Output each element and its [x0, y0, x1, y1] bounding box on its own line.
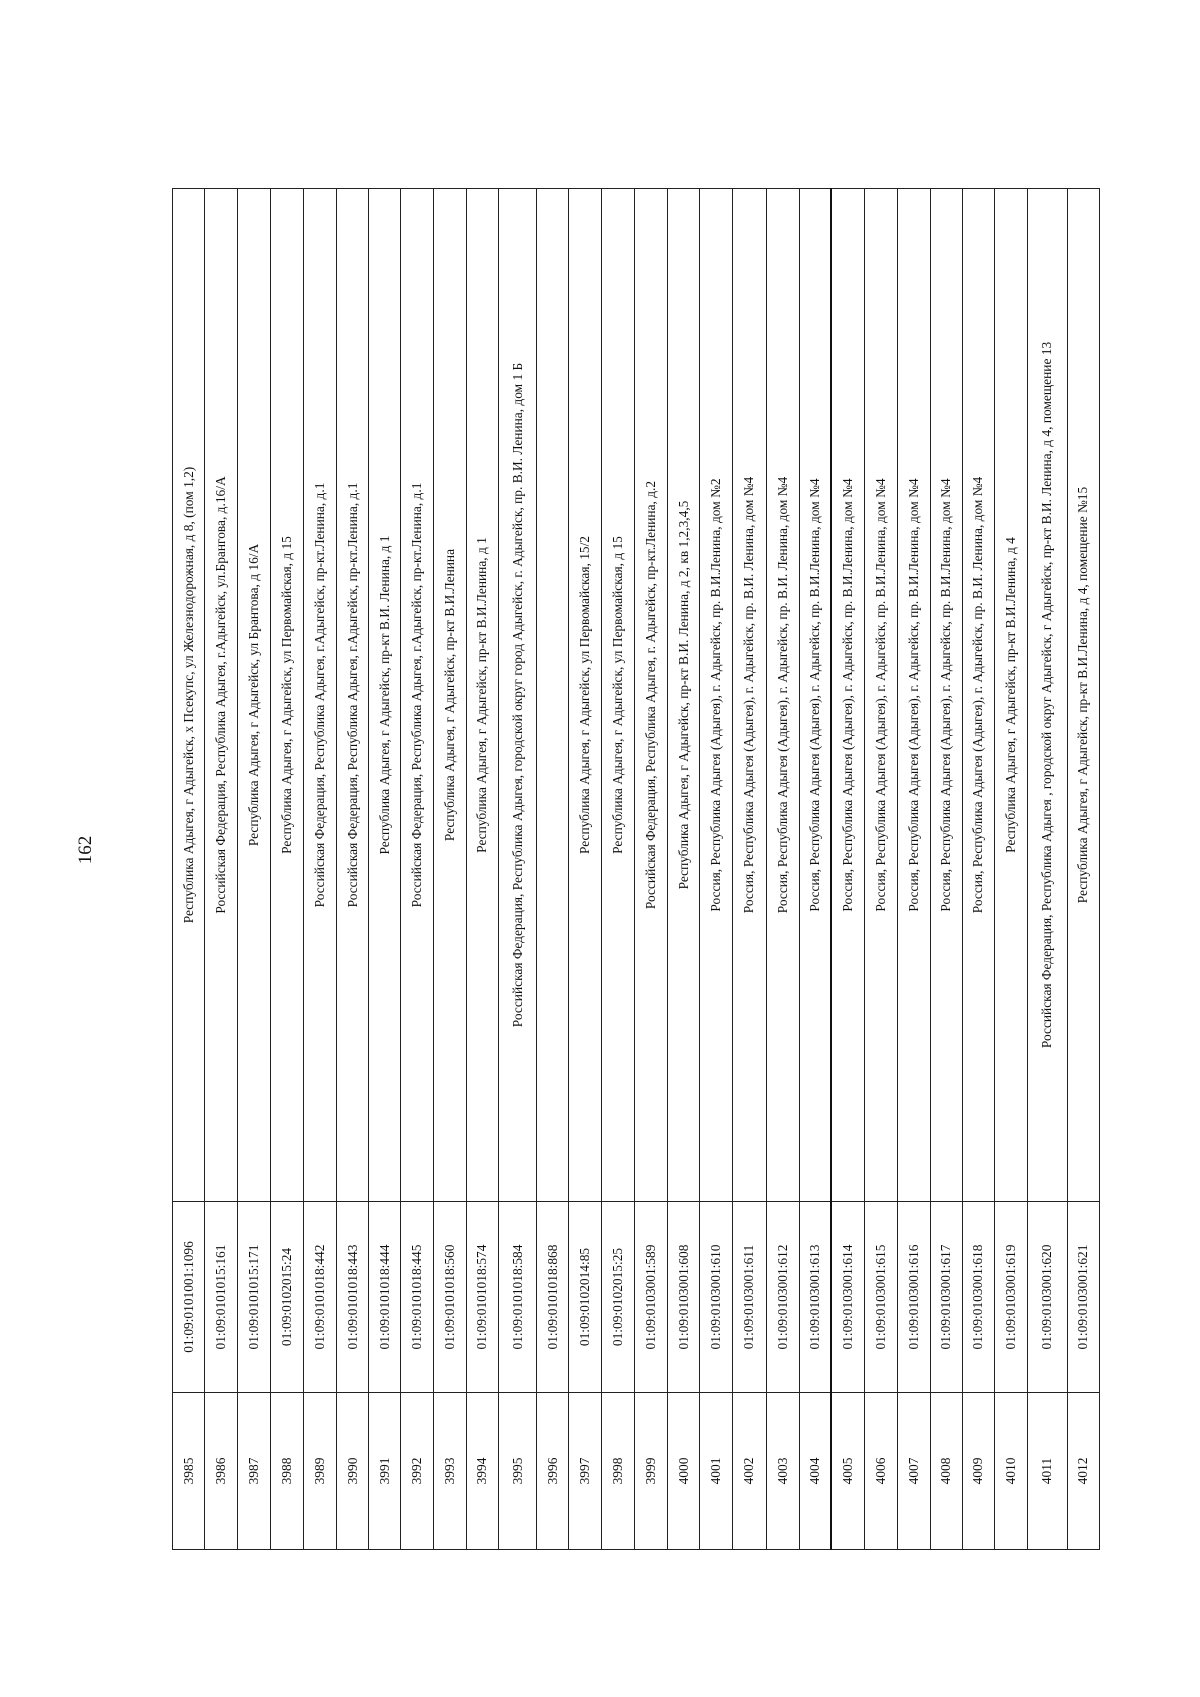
table-row	[537, 189, 569, 1550]
address-cell: Республика Адыгея, г Адыгейск, пр-кт В.И.Ленина	[434, 189, 466, 1202]
address-cell: Республика Адыгея, г Адыгейск, пр-кт В.И. Ленина, д 1	[369, 189, 401, 1202]
row-number-cell: 4008	[930, 1393, 962, 1550]
row-number-cell: 3995	[498, 1393, 537, 1550]
row-number-cell: 3990	[336, 1393, 368, 1550]
table-row	[466, 189, 498, 1550]
cadastral-number-cell: 01:09:0102014:85	[569, 1202, 601, 1393]
address-cell: Россия, Республика Адыгея (Адыгея), г. Адыгейск, пр. В.И. Ленина, дом №4	[733, 189, 766, 1202]
address-cell: Российская Федерация, Республика Адыгея, г.Адыгейск, ул.Брангова, д.16/А	[205, 189, 238, 1202]
registry-table-rotated	[172, 188, 1100, 1550]
table-row	[733, 189, 766, 1550]
cadastral-number-cell: 01:09:0103001:615	[865, 1202, 898, 1393]
table-row	[238, 189, 270, 1550]
address-cell: Республика Адыгея, г Адыгейск, пр-кт В.И. Ленина, д 2, кв 1,2,3,4,5	[668, 189, 700, 1202]
address-cell: Россия, Республика Адыгея (Адыгея), г. Адыгейск, пр. В.И.Ленина, дом №2	[700, 189, 733, 1202]
address-cell: Республика Адыгея, г Адыгейск, ул Брантова, д 16/А	[238, 189, 270, 1202]
table-row	[831, 189, 864, 1550]
cadastral-number-cell: 01:09:0103001:617	[930, 1202, 962, 1393]
row-number-cell: 4002	[733, 1393, 766, 1550]
cadastral-number-cell: 01:09:0103001:621	[1067, 1202, 1099, 1393]
table-row	[270, 189, 303, 1550]
row-number-cell: 3992	[401, 1393, 434, 1550]
cadastral-number-cell: 01:09:0101018:560	[434, 1202, 466, 1393]
row-number-cell: 3988	[270, 1393, 303, 1550]
row-number-cell: 4011	[1028, 1393, 1068, 1550]
table-row	[1028, 189, 1068, 1550]
row-number-cell: 4005	[831, 1393, 864, 1550]
cadastral-number-cell: 01:09:0101018:868	[537, 1202, 569, 1393]
address-cell: Республика Адыгея, г Адыгейск, х Псекупс, ул Железнодорожная, д 8, (пом 1,2)	[173, 189, 205, 1202]
table-row	[962, 189, 994, 1550]
table-row	[336, 189, 368, 1550]
table-row	[766, 189, 799, 1550]
cadastral-number-cell: 01:09:0103001:610	[700, 1202, 733, 1393]
row-number-cell: 4009	[962, 1393, 994, 1550]
row-number-cell: 4012	[1067, 1393, 1099, 1550]
cadastral-number-cell: 01:09:0103001:616	[898, 1202, 930, 1393]
row-number-cell: 3985	[173, 1393, 205, 1550]
cadastral-number-cell: 01:09:0103001:619	[994, 1202, 1027, 1393]
address-cell: Россия, Республика Адыгея (Адыгея), г. Адыгейск, пр. В.И.Ленина, дом №4	[799, 189, 831, 1202]
cadastral-number-cell: 01:09:0102015:25	[601, 1202, 634, 1393]
row-number-cell: 4001	[700, 1393, 733, 1550]
row-number-cell: 4006	[865, 1393, 898, 1550]
row-number-cell: 3993	[434, 1393, 466, 1550]
address-cell: Республика Адыгея, г Адыгейск, ул Первомайская, 15/2	[569, 189, 601, 1202]
cadastral-number-cell: 01:09:0103001:614	[831, 1202, 864, 1393]
address-cell: Россия, Республика Адыгея (Адыгея), г. Адыгейск, пр. В.И.Ленина, дом №4	[831, 189, 864, 1202]
address-cell: Республика Адыгея, г Адыгейск, ул Первомайская, д 15	[270, 189, 303, 1202]
row-number-cell: 3989	[303, 1393, 336, 1550]
address-cell: Россия, Республика Адыгея (Адыгея), г. Адыгейск, пр. В.И.Ленина, дом №4	[930, 189, 962, 1202]
registry-table	[172, 188, 1100, 1550]
table-row	[369, 189, 401, 1550]
table-row	[205, 189, 238, 1550]
address-cell: Россия, Республика Адыгея (Адыгея), г. Адыгейск, пр. В.И. Ленина, дом №4	[962, 189, 994, 1202]
table-row	[601, 189, 634, 1550]
table-row	[994, 189, 1027, 1550]
table-row	[668, 189, 700, 1550]
cadastral-number-cell: 01:09:0101018:444	[369, 1202, 401, 1393]
row-number-cell: 3986	[205, 1393, 238, 1550]
table-row	[700, 189, 733, 1550]
page-number: 162	[75, 835, 96, 865]
cadastral-number-cell: 01:09:0103001:618	[962, 1202, 994, 1393]
cadastral-number-cell: 01:09:0103001:589	[634, 1202, 667, 1393]
row-number-cell: 4010	[994, 1393, 1027, 1550]
address-cell: Россия, Республика Адыгея (Адыгея), г. Адыгейск, пр. В.И.Ленина, дом №4	[865, 189, 898, 1202]
table-row	[930, 189, 962, 1550]
cadastral-number-cell: 01:09:0101018:443	[336, 1202, 368, 1393]
row-number-cell: 3991	[369, 1393, 401, 1550]
cadastral-number-cell: 01:09:0101018:574	[466, 1202, 498, 1393]
cadastral-number-cell: 01:09:0101015:161	[205, 1202, 238, 1393]
registry-table-body	[173, 189, 1100, 1550]
row-number-cell: 4007	[898, 1393, 930, 1550]
row-number-cell: 4004	[799, 1393, 831, 1550]
table-row	[401, 189, 434, 1550]
address-cell: Россия, Республика Адыгея (Адыгея), г. Адыгейск, пр. В.И. Ленина, дом №4	[766, 189, 799, 1202]
address-cell: Российская Федерация, Республика Адыгея, г. Адыгейск, пр-кт.Ленина, д.2	[634, 189, 667, 1202]
cadastral-number-cell: 01:09:0101018:584	[498, 1202, 537, 1393]
table-row	[173, 189, 205, 1550]
table-row	[799, 189, 831, 1550]
table-row	[303, 189, 336, 1550]
row-number-cell: 3987	[238, 1393, 270, 1550]
table-row	[898, 189, 930, 1550]
table-row	[634, 189, 667, 1550]
address-cell: Российская Федерация, Республика Адыгея, г.Адыгейск, пр-кт.Ленина, д.1	[303, 189, 336, 1202]
row-number-cell: 3998	[601, 1393, 634, 1550]
row-number-cell: 4003	[766, 1393, 799, 1550]
cadastral-number-cell: 01:09:0103001:608	[668, 1202, 700, 1393]
address-cell: Российская Федерация, Республика Адыгея, г.Адыгейск, пр-кт.Ленина, д.1	[336, 189, 368, 1202]
row-number-cell: 3996	[537, 1393, 569, 1550]
address-cell: Российская Федерация, Республика Адыгея, г.Адыгейск, пр-кт.Ленина, д.1	[401, 189, 434, 1202]
address-cell: Республика Адыгея, г Адыгейск, пр-кт В.И.Ленина, д 4, помещение №15	[1067, 189, 1099, 1202]
address-cell: Республика Адыгея, г Адыгейск, ул Первомайская, д 15	[601, 189, 634, 1202]
cadastral-number-cell: 01:09:0101015:171	[238, 1202, 270, 1393]
table-row	[1067, 189, 1099, 1550]
table-row	[569, 189, 601, 1550]
cadastral-number-cell: 01:09:0103001:611	[733, 1202, 766, 1393]
cadastral-number-cell: 01:09:0103001:612	[766, 1202, 799, 1393]
row-number-cell: 3997	[569, 1393, 601, 1550]
cadastral-number-cell: 01:09:0101018:442	[303, 1202, 336, 1393]
cadastral-number-cell: 01:09:0103001:613	[799, 1202, 831, 1393]
address-cell: Россия, Республика Адыгея (Адыгея), г. Адыгейск, пр. В.И.Ленина, дом №4	[898, 189, 930, 1202]
row-number-cell: 3994	[466, 1393, 498, 1550]
address-cell: Российская Федерация, Республика Адыгея , городской округ Адыгейск, г Адыгейск, пр-кт В.И. Ленина, д 4, помещение 13	[1028, 189, 1068, 1202]
cadastral-number-cell: 01:09:0103001:620	[1028, 1202, 1068, 1393]
address-cell: Российская Федерация, Республика Адыгея, городской округ город Адыгейск, г. Адыгейск, пр. В.И. Ленина, дом 1 Б	[498, 189, 537, 1202]
table-row	[434, 189, 466, 1550]
table-row	[865, 189, 898, 1550]
cadastral-number-cell: 01:09:0101001:1096	[173, 1202, 205, 1393]
cadastral-number-cell: 01:09:0101018:445	[401, 1202, 434, 1393]
table-row	[498, 189, 537, 1550]
row-number-cell: 4000	[668, 1393, 700, 1550]
address-cell: Республика Адыгея, г Адыгейск, пр-кт В.И.Ленина, д 1	[466, 189, 498, 1202]
address-cell: Республика Адыгея, г Адыгейск, пр-кт В.И.Ленина, д 4	[994, 189, 1027, 1202]
cadastral-number-cell: 01:09:0102015:24	[270, 1202, 303, 1393]
row-number-cell: 3999	[634, 1393, 667, 1550]
address-cell	[537, 189, 569, 1202]
